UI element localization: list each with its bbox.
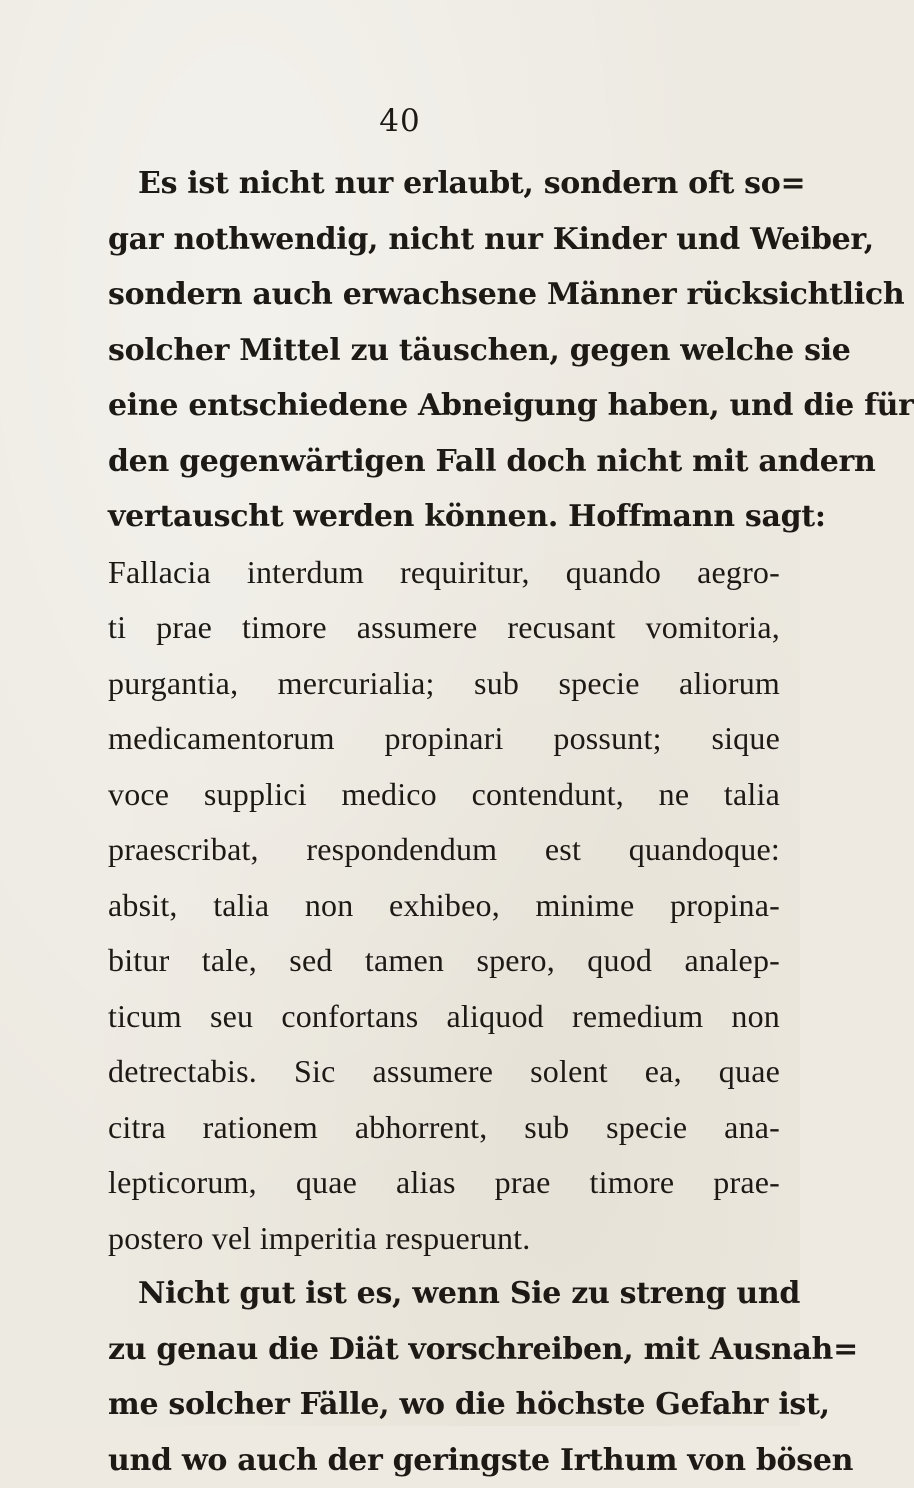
- text-block: [108, 156, 780, 1488]
- paragraph1-line: den gegenwärtigen Fall doch nicht mit andern: [108, 434, 780, 490]
- paragraph2-line: me solcher Fälle, wo die höchste Gefahr ist,: [108, 1377, 780, 1433]
- quotation-line: postero vel imperitia respuerunt.: [108, 1211, 780, 1267]
- quotation-line: purgantia, mercurialia; sub specie aliorum: [108, 656, 780, 712]
- quotation-line: praescribat, respondendum est quandoque:: [108, 822, 780, 878]
- paragraph2-line: Nicht gut ist es, wenn Sie zu streng und: [108, 1266, 780, 1322]
- quotation-line: ticum seu confortans aliquod remedium non: [108, 989, 780, 1045]
- quotation-line: citra rationem abhorrent, sub specie ana-: [108, 1100, 780, 1156]
- paragraph1-line: solcher Mittel zu täuschen, gegen welche sie: [108, 323, 780, 379]
- quotation-line: ti prae timore assumere recusant vomitoria,: [108, 600, 780, 656]
- quotation-line: Fallacia interdum requiritur, quando aegro-: [108, 545, 780, 601]
- paragraph1-line: eine entschiedene Abneigung haben, und die für: [108, 378, 780, 434]
- paragraph1-line: sondern auch erwachsene Männer rücksichtlich: [108, 267, 780, 323]
- paragraph1-line: Es ist nicht nur erlaubt, sondern oft so=: [108, 156, 780, 212]
- paragraph1-line: vertauscht werden können. Hoffmann sagt:: [108, 489, 780, 545]
- quotation-line: bitur tale, sed tamen spero, quod analep-: [108, 933, 780, 989]
- quotation-line: absit, talia non exhibeo, minime propina-: [108, 878, 780, 934]
- quotation-line: voce supplici medico contendunt, ne talia: [108, 767, 780, 823]
- quotation-line: detrectabis. Sic assumere solent ea, quae: [108, 1044, 780, 1100]
- paragraph2-line: zu genau die Diät vorschreiben, mit Ausnah=: [108, 1322, 780, 1378]
- quotation-line: lepticorum, quae alias prae timore prae-: [108, 1155, 780, 1211]
- page-number: 40: [0, 103, 800, 139]
- paragraph2-line: und wo auch der geringste Irthum von bösen: [108, 1433, 780, 1488]
- quotation-line: medicamentorum propinari possunt; sique: [108, 711, 780, 767]
- paragraph1-line: gar nothwendig, nicht nur Kinder und Weiber,: [108, 212, 780, 268]
